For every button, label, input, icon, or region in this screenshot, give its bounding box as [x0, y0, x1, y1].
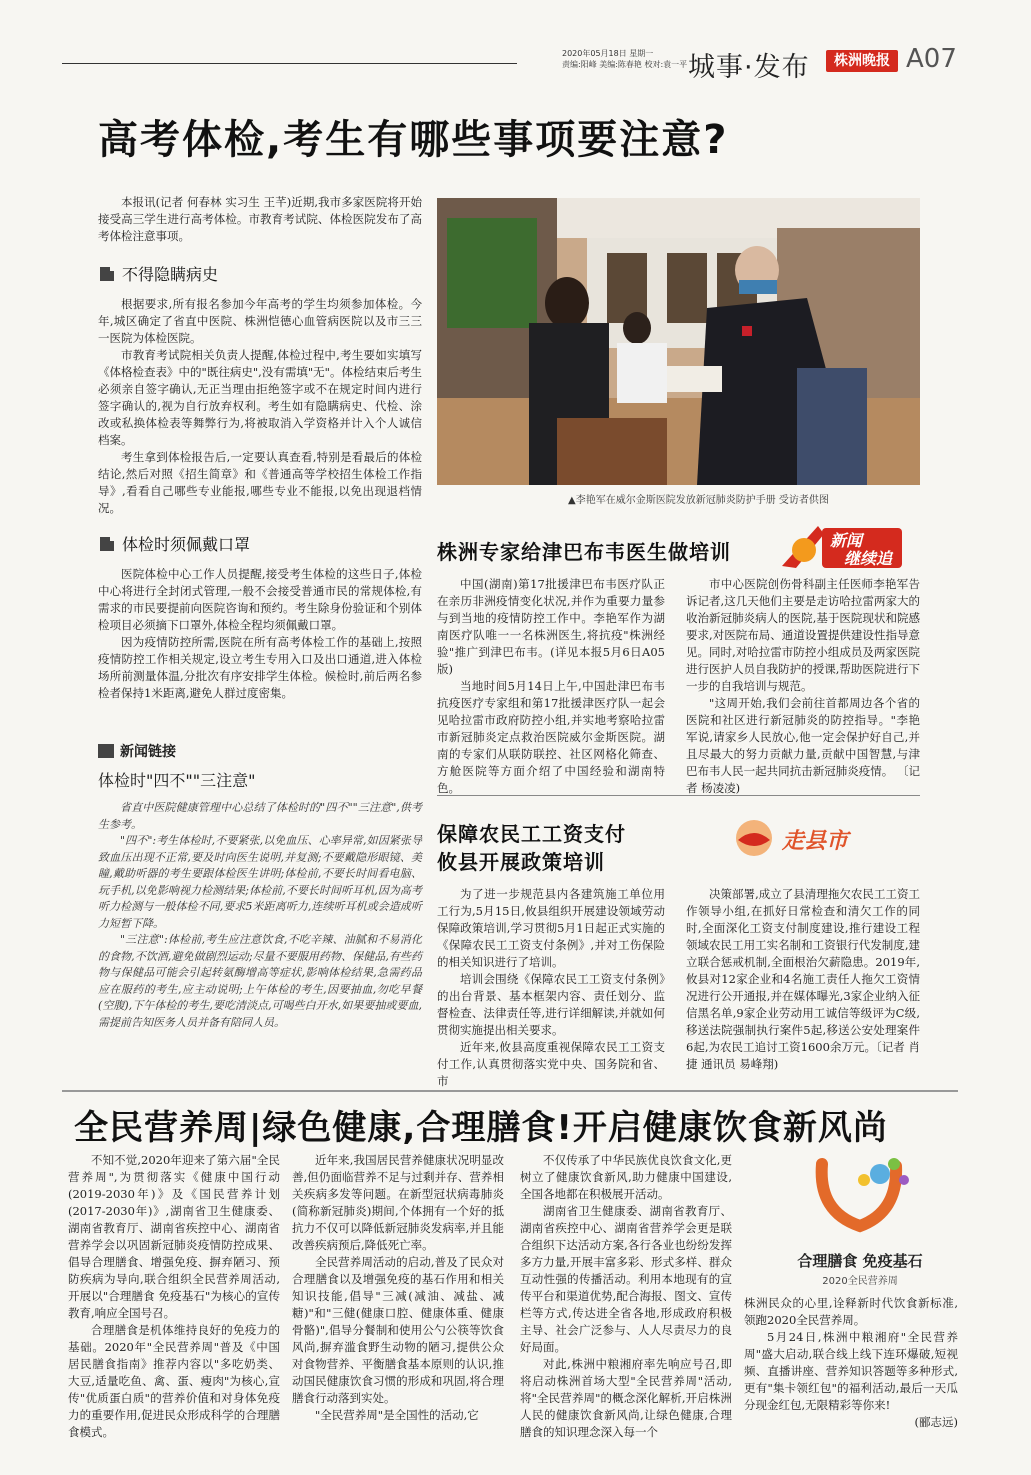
- paragraph: 全民营养周活动的启动,普及了民众对合理膳食以及增强免疫的基石作用和相关知识技能,倡导"三减(减油、减盐、减糖)"和"三健(健康口腔、健康体重、健康骨骼)",倡导分餐制和使用公勺公筷等饮食风尚,摒弃滥食野生动物的陋习,提供公众对食物营养、平衡膳食基本原则的认识,推动国民健康饮食习惯的形成和巩固,将合理膳食行动落到实处。: [292, 1255, 504, 1405]
- nutrition-col1: [68, 1152, 280, 1441]
- paragraph: 5月24日,株洲中粮湘府"全民营养周"盛大启动,联合线上线下连环爆破,短视频、直播讲座、营养知识答题等多种形式,更有"集卡领红包"的福利活动,最后一天瓜分现金红包,无限精彩等你来!: [744, 1330, 958, 1412]
- section-rule: [62, 1090, 958, 1092]
- nutrition-col2: [292, 1152, 504, 1424]
- story3-title-line2: 攸县开展政策培训: [437, 850, 605, 874]
- paper-logo: 株洲晚报: [826, 50, 898, 72]
- paragraph: 中国(湖南)第17批援津巴布韦医疗队正在亲历非洲疫情变化状况,并作为重要力量参与到当地的疫情防控工作中。李艳军作为湖南医疗队唯一一名株洲医生,将抗疫"株洲经验"推广到津巴布韦。(详见本报5月6日A05版): [437, 577, 665, 676]
- paragraph: 对此,株洲中粮湘府率先响应号召,即将启动株洲首场大型"全民营养周"活动,将"全民营养周"的概念深化解析,开启株洲人民的健康饮食新风尚,让绿色健康,合理膳食的知识理念深入每一个: [520, 1357, 732, 1439]
- story3-title-line1: 保障农民工工资支付: [437, 822, 626, 846]
- news-link-title: 体检时"四不""三注意": [98, 771, 256, 790]
- photo-caption: ▲李艳军在威尔金斯医院发放新冠肺炎防护手册 受访者供图: [568, 495, 829, 506]
- story3-col2: [686, 886, 920, 1073]
- paragraph: 不知不觉,2020年迎来了第六届"全民营养周",为贯彻落实《健康中国行动(2019-2030年)》及《国民营养计划(2017-2030年)》,湖南省卫生健康委、湖南省教育厅、湖南省疾控中心、湖南省营养学会以巩固新冠肺炎疫情防控成果、倡导合理膳食、增强免疫、摒弃陋习、预防疾病为导向,联合组织全民营养周活动,开展以"合理膳食 免疫基石"为核心的宣传教育,响应全国号召。: [68, 1153, 280, 1320]
- badge-county: 走县市: [726, 818, 870, 860]
- section1-body: [98, 296, 422, 517]
- story-divider: [437, 795, 920, 796]
- section-marker-icon: [100, 267, 114, 281]
- story2-title: 株洲专家给津巴布韦医生做培训: [437, 540, 731, 564]
- news-link-body: [98, 800, 422, 1031]
- paragraph: 近年来,攸县高度重视保障农民工工资支付工作,认真贯彻落实党中央、国务院和省、市: [437, 1040, 665, 1088]
- masthead-meta: [562, 48, 692, 70]
- nutrition-col4: [744, 1295, 958, 1431]
- paragraph: 决策部署,成立了县清理拖欠农民工工资工作领导小组,在抓好日常检查和清欠工作的同时,全面深化工资支付制度建设,推行建设工程领域农民工用工实名制和工资银行代发制度,建立联合惩戒机制,全面根治欠薪隐患。2019年,攸县对12家企业和4名施工责任人拖欠工资情况进行公开通报,并在媒体曝光,3家企业纳入征信黑名单,9家企业劳动用工诚信等级评为C级,移送法院强制执行案件5起,移送公安处理案件6起,为农民工追讨工资1600余万元。〔记者 肖捷 通讯员 易峰翔): [686, 887, 920, 1071]
- paragraph: "四不":考生体检时,不要紧张,以免血压、心率异常,如因紧张导致血压出现不正常,要及时向医生说明,并复测;不要戴隐形眼镜、美瞳,戴助听器的考生要跟体检医生讲明;体检前,不要长时间看电脑、玩手机,以免影响视力检测结果;体检前,不要长时间听耳机,因为高考听力检测与一般体检不同,要求5米距离听力,连续听耳机或会造成听力短暂下降。: [98, 834, 422, 930]
- paragraph: 医院体检中心工作人员提醒,接受考生体检的这些日子,体检中心将进行全封闭式管理,一般不会接受普通市民的常规体检,有需求的市民要提前向医院咨询和预约。考生除身份验证和个别体检项目必须摘下口罩外,体检全程均须佩戴口罩。: [98, 567, 422, 632]
- masthead-rule: [62, 63, 517, 64]
- paragraph: 考生拿到体检报告后,一定要认真查看,特别是看最后的体检结论,然后对照《招生简章》和《普通高等学校招生体检工作指导》,看看自己哪些专业能报,哪些专业不能报,以免出现退档情况。: [98, 450, 422, 515]
- paragraph: 省直中医院健康管理中心总结了体检时的"四不""三注意",供考生参考。: [98, 801, 422, 831]
- paragraph: "这周开始,我们会前往首都周边各个省的医院和社区进行新冠肺炎的防控指导。"李艳军说,请家乡人民放心,他一定会保护好自己,并且尽最大的努力贡献力量,贡献中国智慧,与津巴布韦人民一起共同抗击新冠肺炎疫情。 〔记者 杨凌凌): [686, 696, 920, 795]
- nutrition-week-logo: 合理膳食 免疫基石 2020全民营养周: [760, 1150, 960, 1290]
- lead-paragraph: 本报讯(记者 何春林 实习生 王芊)近期,我市多家医院将开始接受高三学生进行高考体检。市教育考试院、体检医院发布了高考体检注意事项。: [98, 195, 422, 243]
- photo-scene: [437, 198, 920, 485]
- date-line: 2020年05月18日 星期一: [562, 49, 654, 58]
- section-name: 城事·发布: [688, 52, 810, 83]
- badge-news-follow: 新闻 继续追: [778, 520, 910, 574]
- paragraph: 株洲民众的心里,诠释新时代饮食新标准,领跑2020全民营养周。: [744, 1296, 958, 1327]
- paragraph: 合理膳食是机体维持良好的免疫力的基础。2020年"全民营养周"普及《中国居民膳食指南》推荐内容以"多吃奶类、大豆,适量吃鱼、禽、蛋、瘦肉"为核心,宣传"优质蛋白质"的营养价值和对身体免疫力的重要作用,促进民众形成科学的合理膳食模式。: [68, 1323, 280, 1439]
- news-link-label: 新闻链接: [98, 741, 188, 761]
- paragraph: 市教育考试院相关负责人提醒,体检过程中,考生要如实填写《体格检查表》中的"既往病史",没有需填"无"。体检结束后考生必须亲自签字确认,无正当理由拒绝签字或不在规定时间内进行签字确认的,视为自行放弃权利。考生如有隐瞒病史、代检、涂改或私换体检表等舞弊行为,将被取消入学资格并计入个人诚信档案。: [98, 348, 422, 447]
- main-lead: [98, 194, 422, 245]
- page-number: A07: [906, 44, 957, 74]
- story2-col1: [437, 576, 665, 797]
- subhead-medical-history: 不得隐瞒病史: [100, 262, 218, 285]
- section2-body: [98, 566, 422, 702]
- paragraph: 近年来,我国居民营养健康状况明显改善,但仍面临营养不足与过剩并存、营养相关疾病多发等问题。在新型冠状病毒肺炎(简称新冠肺炎)期间,个体拥有一个好的抵抗力不仅可以降低新冠肺炎发病率,并且能改善疾病预后,降低死亡率。: [292, 1153, 504, 1252]
- nutrition-logo-icon: [760, 1150, 960, 1250]
- paragraph: 市中心医院创伤骨科副主任医师李艳军告诉记者,这几天他们主要是走访哈拉雷两家大的收治新冠肺炎病人的医院,基于医院现状和院感要求,对医院布局、通道设置提供建设性指导意见。同时,对哈拉雷市防控小组成员及两家医院进行医护人员自我防护的授课,帮助医院进行下一步的自我培训与规范。: [686, 577, 920, 693]
- nutrition-col3: [520, 1152, 732, 1441]
- editor-line: 责编:阳峰 美编:陈春艳 校对:袁一平: [562, 60, 688, 69]
- paragraph: 培训会围绕《保障农民工工资支付条例》的出台背景、基本框架内容、责任划分、监督检查、法律责任等,进行详细解读,并就如何贯彻实施提出相关要求。: [437, 972, 665, 1037]
- paragraph: 为了进一步规范县内各建筑施工单位用工行为,5月15日,攸县组织开展建设领域劳动保障政策培训,学习贯彻5月1日起正式实施的《保障农民工工资支付条例》,并对工伤保险的相关知识进行了培训。: [437, 887, 665, 969]
- paragraph: "三注意":体检前,考生应注意饮食,不吃辛辣、油腻和不易消化的食物,不饮酒,避免做剧烈运动;尽量不要服用药物、保健品,有些药物与保健品可能会引起转氨酶增高等症状,影响体检结果,急需药品应在服药的考生,应主动说明;上午体检的考生,因要抽血,勿吃早餐(空腹),下午体检的考生,要吃清淡点,可喝些白开水,如果要抽或要血,需提前告知医务人员并备有陪同人员。: [98, 933, 422, 1029]
- main-headline: 高考体检,考生有哪些事项要注意?: [98, 117, 729, 163]
- paragraph: 根据要求,所有报名参加今年高考的学生均须参加体检。今年,城区确定了省直中医院、株洲恺德心血管病医院以及市三三一医院为体检医院。: [98, 297, 422, 345]
- link-marker-icon: [98, 744, 114, 758]
- paragraph: "全民营养周"是全国性的活动,它: [315, 1408, 479, 1422]
- news-photo: [437, 198, 920, 485]
- byline: (郦志远): [914, 1415, 958, 1429]
- paragraph: 当地时间5月14日上午,中国赴津巴布韦抗疫医疗专家组和第17批援津医疗队一起会见哈拉雷市政府防控小组,并实地考察哈拉雷市新冠肺炎定点救治医院威尔金斯医院。湖南的专家们从联防联控、社区网格化筛查、方舱医院等方面介绍了中国经验和湖南特色。: [437, 679, 665, 795]
- paragraph: 不仅传承了中华民族优良饮食文化,更树立了健康饮食新风,助力健康中国建设,全国各地都在积极展开活动。: [520, 1153, 732, 1201]
- section-marker-icon: [100, 537, 114, 551]
- story2-col2: [686, 576, 920, 797]
- paragraph: 湖南省卫生健康委、湖南省教育厅、湖南省疾控中心、湖南省营养学会更是联合组织下达活动方案,各行各业也纷纷发挥多方力量,开展丰富多彩、形式多样、群众互动性强的传播活动。利用本地现有的宣传平台和渠道优势,配合海报、图文、宣传栏等方式,传达进全省各地,形成政府积极主导、社会广泛参与、人人尽责尽力的良好局面。: [520, 1204, 732, 1354]
- story3-col1: [437, 886, 665, 1090]
- paragraph: 因为疫情防控所需,医院在所有高考体检工作的基础上,按照疫情防控工作相关规定,设立考生专用入口及出口通道,进入体检场所前测量体温,分批次有序安排学生体检。候检时,前后两名参检者保持1米距离,避免人群过度密集。: [98, 635, 422, 700]
- nutrition-headline: 全民营养周|绿色健康,合理膳食!开启健康饮食新风尚: [74, 1108, 888, 1148]
- subhead-masks: 体检时须佩戴口罩: [100, 532, 250, 555]
